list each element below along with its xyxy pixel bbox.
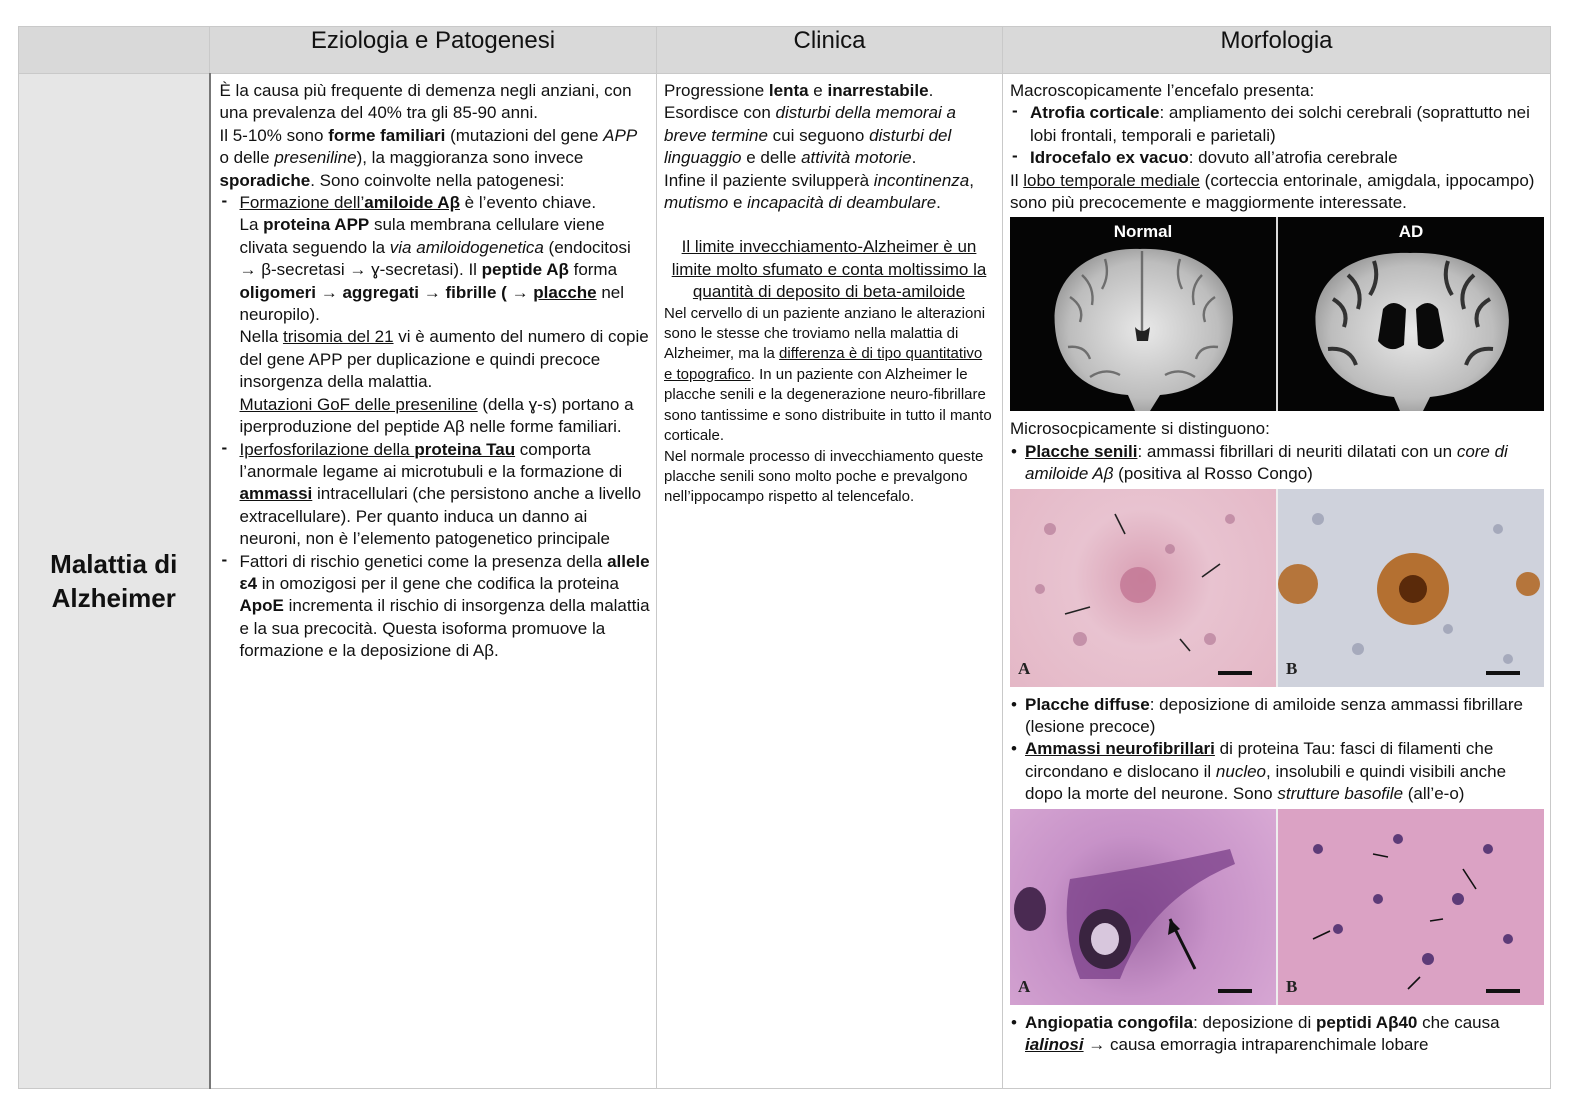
header-eziologia: Eziologia e Patogenesi	[210, 27, 657, 74]
morfologia-micro: Microsocpicamente si distinguono:	[1010, 419, 1270, 439]
clinica-normal-aging: Nel normale processo di invecchiamento queste placche senili sono molto poche e prevalgono nell’ippocampo rispetto al telencefalo.	[664, 447, 984, 506]
macro-atrofia: - Atrofia corticale: ampliamento dei solchi cerebrali (soprattutto nei lobi frontali, temporali e parietali)	[1010, 102, 1544, 147]
senile-plaque-figure	[1010, 489, 1544, 687]
brain-normal-image	[1010, 217, 1276, 411]
eziologia-cell	[210, 74, 657, 1089]
macro-idrocefalo: - Idrocefalo ex vacuo: dovuto all’atrofia cerebrale	[1010, 147, 1544, 169]
micro-placche-senili: • Placche senili: ammassi fibrillari di neuriti dilatati con un core di amiloide Aβ (positiva al Rosso Congo)	[1010, 441, 1544, 486]
clinica-progression: Progressione lenta e inarrestabile.	[664, 81, 934, 100]
tangle-field-image	[1276, 809, 1544, 1005]
plaque-he-image	[1010, 489, 1276, 687]
brain-sections-figure	[1010, 217, 1544, 411]
row-title: Malattia di Alzheimer	[50, 549, 178, 613]
plaque-letter-b: B	[1286, 659, 1298, 679]
tangle-figure	[1010, 809, 1544, 1005]
clinica-late: Infine il paziente svilupperà incontinenza, mutismo e incapacità di deambulare.	[664, 170, 974, 213]
eziologia-intro: È la causa più frequente di demenza negli anziani, con una prevalenza del 40% tra gli 85-90 anni.	[219, 81, 632, 123]
header-morfologia: Morfologia	[1003, 27, 1551, 74]
plaque-letter-a: A	[1018, 659, 1031, 679]
bullet-tau: - Iperfosforilazione della proteina Tau comporta l’anormale legame ai microtubuli e la formazione di ammassi intracellulari (che persistono anche a livello extracellulare). Per quanto induca un danno ai neuroni, non è l’elemento patogenetico principale	[220, 439, 651, 551]
header-clinica: Clinica	[657, 27, 1003, 74]
micro-ammassi: • Ammassi neurofibrillari di proteina Tau: fasci di filamenti che circondano e dislocano il nucleo, insolubili e quindi visibili anche dopo la morte del neurone. Sono strutture basofile (all’e-o)	[1010, 738, 1544, 805]
notes-sheet	[18, 26, 1550, 1084]
clinica-aging: Nel cervello di un paziente anziano le alterazioni sono le stesse che troviamo nella malattia di Alzheimer, ma la differenza è di tipo quantitativo e topografico. In un paziente con Alzheimer le placche senili e la degenerazione neuro-fibrillare sono tantissime e sono distribuite in tutto il manto corticale.	[664, 304, 992, 445]
tangle-letter-b: B	[1286, 977, 1298, 997]
header-empty	[19, 27, 210, 74]
alzheimer-row	[19, 74, 1551, 1089]
morfologia-temporal: Il lobo temporale mediale (corteccia entorinale, amigdala, ippocampo) sono più precocemente e maggiormente interessate.	[1010, 170, 1535, 213]
scale-bar	[1486, 671, 1520, 675]
scale-bar	[1486, 989, 1520, 993]
micro-placche-diffuse: • Placche diffuse: deposizione di amiloide senza ammassi fibrillare (lesione precoce)	[1010, 694, 1544, 739]
morfologia-cell	[1003, 74, 1551, 1089]
scale-bar	[1218, 989, 1252, 993]
row-title-cell	[19, 74, 210, 1089]
header-row	[19, 27, 1551, 74]
bullet-amiloide: - Formazione dell’amiloide Aβ è l’evento chiave. La proteina APP sula membrana cellulare viene clivata seguendo la via amiloidogenetica (endocitosi → β-secretasi → ɣ-secretasi). Il peptide Aβ forma oligomeri → aggregati → fibrille ( → placche nel neuropilo). Nella trisomia del 21 vi è aumento del numero di copie del gene APP per duplicazione e quindi precoce insorgenza della malattia. Mutazioni GoF delle preseniline (della ɣ-s) portano a iperproduzione del peptide Aβ nelle forme familiari.	[220, 192, 651, 438]
clinica-highlight: Il limite invecchiamento-Alzheimer è un limite molto sfumato e conta moltissimo la quantità di deposito di beta-amiloide	[671, 237, 987, 302]
bullet-apoe: - Fattori di rischio genetici come la presenza della allele ε4 in omozigosi per il gene che codifica la proteina ApoE incrementa il rischio di insorgenza della malattia e la sua precocità. Questa isoforma promuove la formazione e la deposizione di Aβ.	[220, 551, 651, 663]
micro-angiopatia: • Angiopatia congofila: deposizione di peptidi Aβ40 che causa ialinosi → causa emorragia intraparenchimale lobare	[1010, 1012, 1544, 1057]
tangle-neuron-image	[1010, 809, 1276, 1005]
eziologia-familial: Il 5-10% sono forme familiari (mutazioni del gene APP o delle preseniline), la maggioranza sono invece sporadiche. Sono coinvolte nella patogenesi:	[219, 125, 638, 190]
brain-ad-label: AD	[1398, 222, 1424, 242]
summary-table	[18, 26, 1551, 1089]
brain-ad-image	[1276, 217, 1544, 411]
scale-bar	[1218, 671, 1252, 675]
tangle-letter-a: A	[1018, 977, 1031, 997]
brain-normal-label: Normal	[1113, 222, 1173, 242]
plaque-congo-image	[1276, 489, 1544, 687]
clinica-cell	[657, 74, 1003, 1089]
morfologia-intro: Macroscopicamente l’encefalo presenta:	[1010, 81, 1315, 100]
clinica-onset: Esordisce con disturbi della memorai a breve termine cui seguono disturbi del linguaggio e delle attività motorie.	[664, 103, 956, 168]
